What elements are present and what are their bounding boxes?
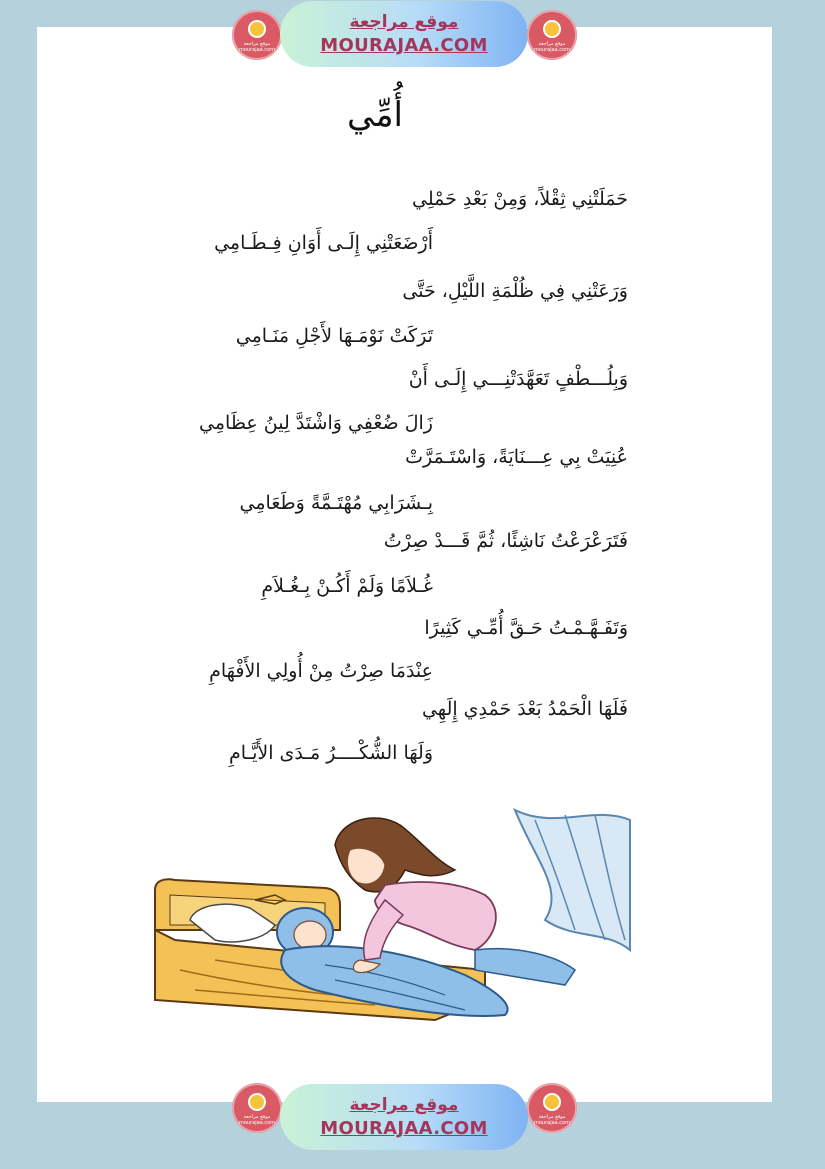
logo-icon	[543, 20, 561, 38]
site-name-english[interactable]: MOURAJAA.COM	[320, 35, 488, 56]
poem-line: وَتَفَـهَّـمْـتُ حَـقَّ أُمِّـي كَثِيرًا	[424, 617, 628, 639]
poem-line: غُـلاَمًا وَلَمْ أَكُـنْ بِـغُـلاَمِ	[261, 575, 433, 597]
logo-icon	[248, 1093, 266, 1111]
site-name-english[interactable]: MOURAJAA.COM	[320, 1118, 488, 1139]
bottom-banner	[0, 1080, 825, 1160]
logo-icon	[543, 1093, 561, 1111]
poem-line: تَرَكَتْ نَوْمَـهَا لأَجْلِ مَنَـامِي	[235, 325, 433, 347]
badge-text: موقع مراجعة mourajaa.com	[238, 41, 275, 53]
badge-text: موقع مراجعة mourajaa.com	[238, 1114, 275, 1126]
poem-title: أُمِّي	[347, 95, 403, 135]
poem-line: عِنْدَمَا صِرْتُ مِنْ أُولِي الأَفْهَامِ	[209, 660, 433, 682]
site-link-pill[interactable]	[280, 1, 528, 67]
poem-line: أَرْضَعَتْنِي إِلَـى أَوَانِ فِـطَـامِي	[214, 232, 433, 254]
mother-baby-illustration	[135, 800, 635, 1038]
logo-icon	[248, 20, 266, 38]
poem-line: وَرَعَتْنِي فِي ظُلْمَةِ اللَّيْلِ، حَتَّى	[402, 280, 628, 302]
sheet-edge	[475, 949, 575, 985]
poem-line: فَتَرَعْرَعْتُ نَاشِئًا، ثُمَّ قَـــدْ صِرْتُ	[383, 530, 628, 552]
logo-badge-left	[232, 1083, 282, 1133]
badge-text: موقع مراجعة mourajaa.com	[533, 1114, 570, 1126]
poem-line: وَلَهَا الشُّكْــــرُ مَـدَى الأَيَّـامِ	[229, 742, 433, 764]
curtain-shape	[515, 810, 630, 950]
site-link-pill[interactable]	[280, 1084, 528, 1150]
poem-line: حَمَلَتْنِي ثِقْلاً، وَمِنْ بَعْدِ حَمْلِي	[412, 188, 628, 210]
site-name-arabic[interactable]: موقع مراجعة	[349, 12, 459, 32]
site-name-arabic[interactable]: موقع مراجعة	[349, 1095, 459, 1115]
logo-badge-right	[527, 10, 577, 60]
baby-face	[294, 921, 326, 949]
poem-line: زَالَ ضُعْفِي وَاشْتَدَّ لِينُ عِظَامِي	[199, 412, 433, 434]
poem-line: بِـشَرَابِي مُهْتَـمَّةً وَطَعَامِي	[239, 492, 433, 514]
logo-badge-left	[232, 10, 282, 60]
top-banner	[0, 0, 825, 80]
poem-line: فَلَهَا الْحَمْدُ بَعْدَ حَمْدِي إِلَهِي	[421, 698, 628, 720]
poem-line: عُنِيَتْ بِي عِـــنَايَةً، وَاسْتَـمَرَّتْ	[405, 446, 628, 468]
logo-badge-right	[527, 1083, 577, 1133]
poem-line: وَبِلُـــطْفٍ تَعَهَّدَتْنِـــي إِلَـى أَنْ	[408, 368, 628, 390]
badge-text: موقع مراجعة mourajaa.com	[533, 41, 570, 53]
